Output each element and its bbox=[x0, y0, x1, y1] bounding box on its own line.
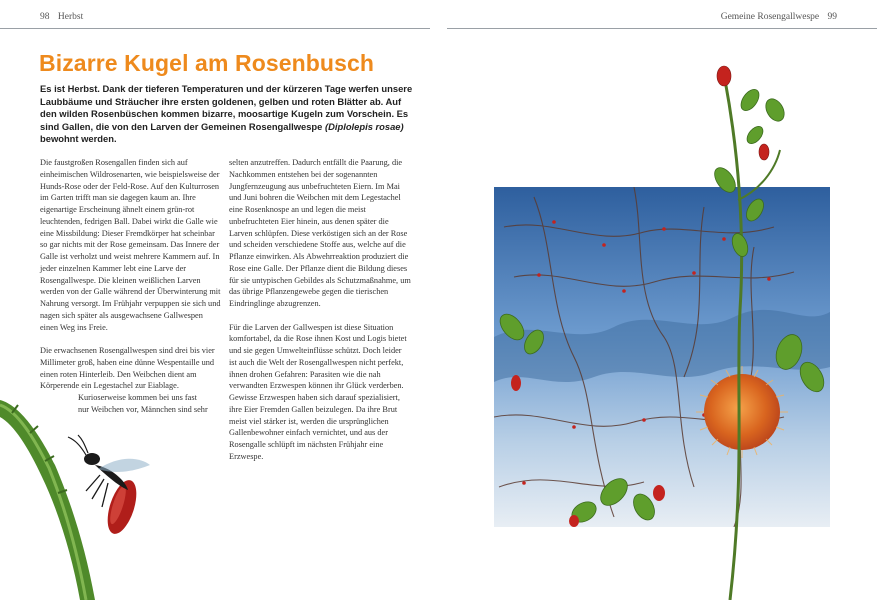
body-text: Die erwachsenen Rosengallwespen sind drei bis vier Millimeter groß, haben eine dünne Wespentaille und einen roten Hinterleib. Den Weibchen dient am Körperende ein Legestachel zur Eiablage. bbox=[40, 346, 215, 391]
lead-text-end: bewohnt werden. bbox=[40, 133, 117, 145]
right-page-number: 99 bbox=[827, 12, 837, 22]
right-section-title: Gemeine Rosengallwespe bbox=[720, 12, 820, 22]
lead-text-start: Es ist Herbst. Dank der tieferen Temperaturen und der kürzeren Tage werfen unsere Laubbäume und Sträucher ihre ersten goldenen, gelben und roten Blätter ab. Auf den wilden Rosenbüschen kommen bizarre, moosartige Kugeln zum Vorschein. Es sind Gallen, die von den Larven der Gemeinen Rosengallwespe bbox=[40, 83, 413, 132]
header-rule-right bbox=[447, 28, 877, 29]
species-name: (Diplolepis rosae) bbox=[324, 120, 404, 132]
lead-paragraph bbox=[40, 83, 420, 146]
article-title: Bizarre Kugel am Rosenbusch bbox=[39, 50, 375, 76]
gall-wasp-illustration bbox=[0, 395, 160, 600]
body-column-2 bbox=[229, 157, 411, 474]
body-text-wrapped: Kurioserweise kommen bei uns fast nur Weibchen vor, Männchen sind sehr bbox=[78, 393, 208, 414]
body-paragraph: selten anzutreffen. Dadurch entfällt die Paarung, die Nachkommen entstehen bei der sogenannten Jungfernzeugung aus unbefruchteten Eiern. Im Mai und Juni bohren die Weibchen mit dem Legestachel eine Rosenknospe an und legen die meist unbefruchteten Eier hinein, aus denen später die Larven schlüpfen. Diese verköstigen sich an der Rose und scheiden verschiedene Stoffe aus, welche auf die Pflanze einwirken. Als Abwehrreaktion produziert die Rose eine Galle. Der Pflanze dient die Bildung dieses für sie untypischen Gebildes als Schutzmaßnahme, um das übrige Pflanzengewebe gegen die tierischen Eindringlinge abzugrenzen. bbox=[229, 158, 411, 308]
left-running-header bbox=[40, 12, 83, 22]
rose-branch-illustration bbox=[620, 50, 877, 600]
body-paragraph: Für die Larven der Gallwespen ist diese Situation komfortabel, da die Rose ihnen Kost und Logis bietet und sie gegen Umwelteinflüsse schützt. Doch leider ist auch die Welt der Rosengallwespen nicht perfekt, ihnen drohen Gefahren: Parasiten wie die nah verwandten Erzwespen können ihr Glück verderben. Gewisse Erzwespen haben sich darauf spezialisiert, ihre Eier Fremden Gallen beizulegen. Da ihre Brut meist viel stärker ist, werden die ursprünglichen Gallenbewohner einfach vernichtet, und aus der Rosengalle schlüpft im nächsten Frühjahr eine Erzwespe. bbox=[229, 322, 407, 461]
left-section-title: Herbst bbox=[57, 12, 84, 22]
header-rule-left bbox=[0, 28, 430, 29]
body-column-1 bbox=[40, 157, 222, 427]
body-paragraph: Die faustgroßen Rosengallen finden sich auf einheimischen Wildrosenarten, wie beispielsweise der Hunds-Rose oder der Feld-Rose. Auf den Kulturrosen im Garten trifft man sie dagegen kaum an. Ihre eigenartige Erscheinung ähnelt einem grün-rot leuchtenden, fedrigen Ball. Dabei wirkt die Galle wie eine Missbildung: Dieser Fremdkörper hat scheinbar so gar nichts mit der Rose gemeinsam. Das Innere der Galle ist verholzt und weist mehrere Kammern auf. In jeder einzelnen Kammer lebt eine Larve der Rosengallwespe. Die kleinen weißlichen Larven werden von der Galle während der Überwinterung mit Nahrung versorgt. Im Frühjahr verpuppen sie sich und nagen sich später als ausgewachsene Gallwespen einen Weg ins Freie. bbox=[40, 158, 221, 332]
right-running-header bbox=[721, 12, 837, 22]
left-page-number: 98 bbox=[40, 12, 50, 22]
